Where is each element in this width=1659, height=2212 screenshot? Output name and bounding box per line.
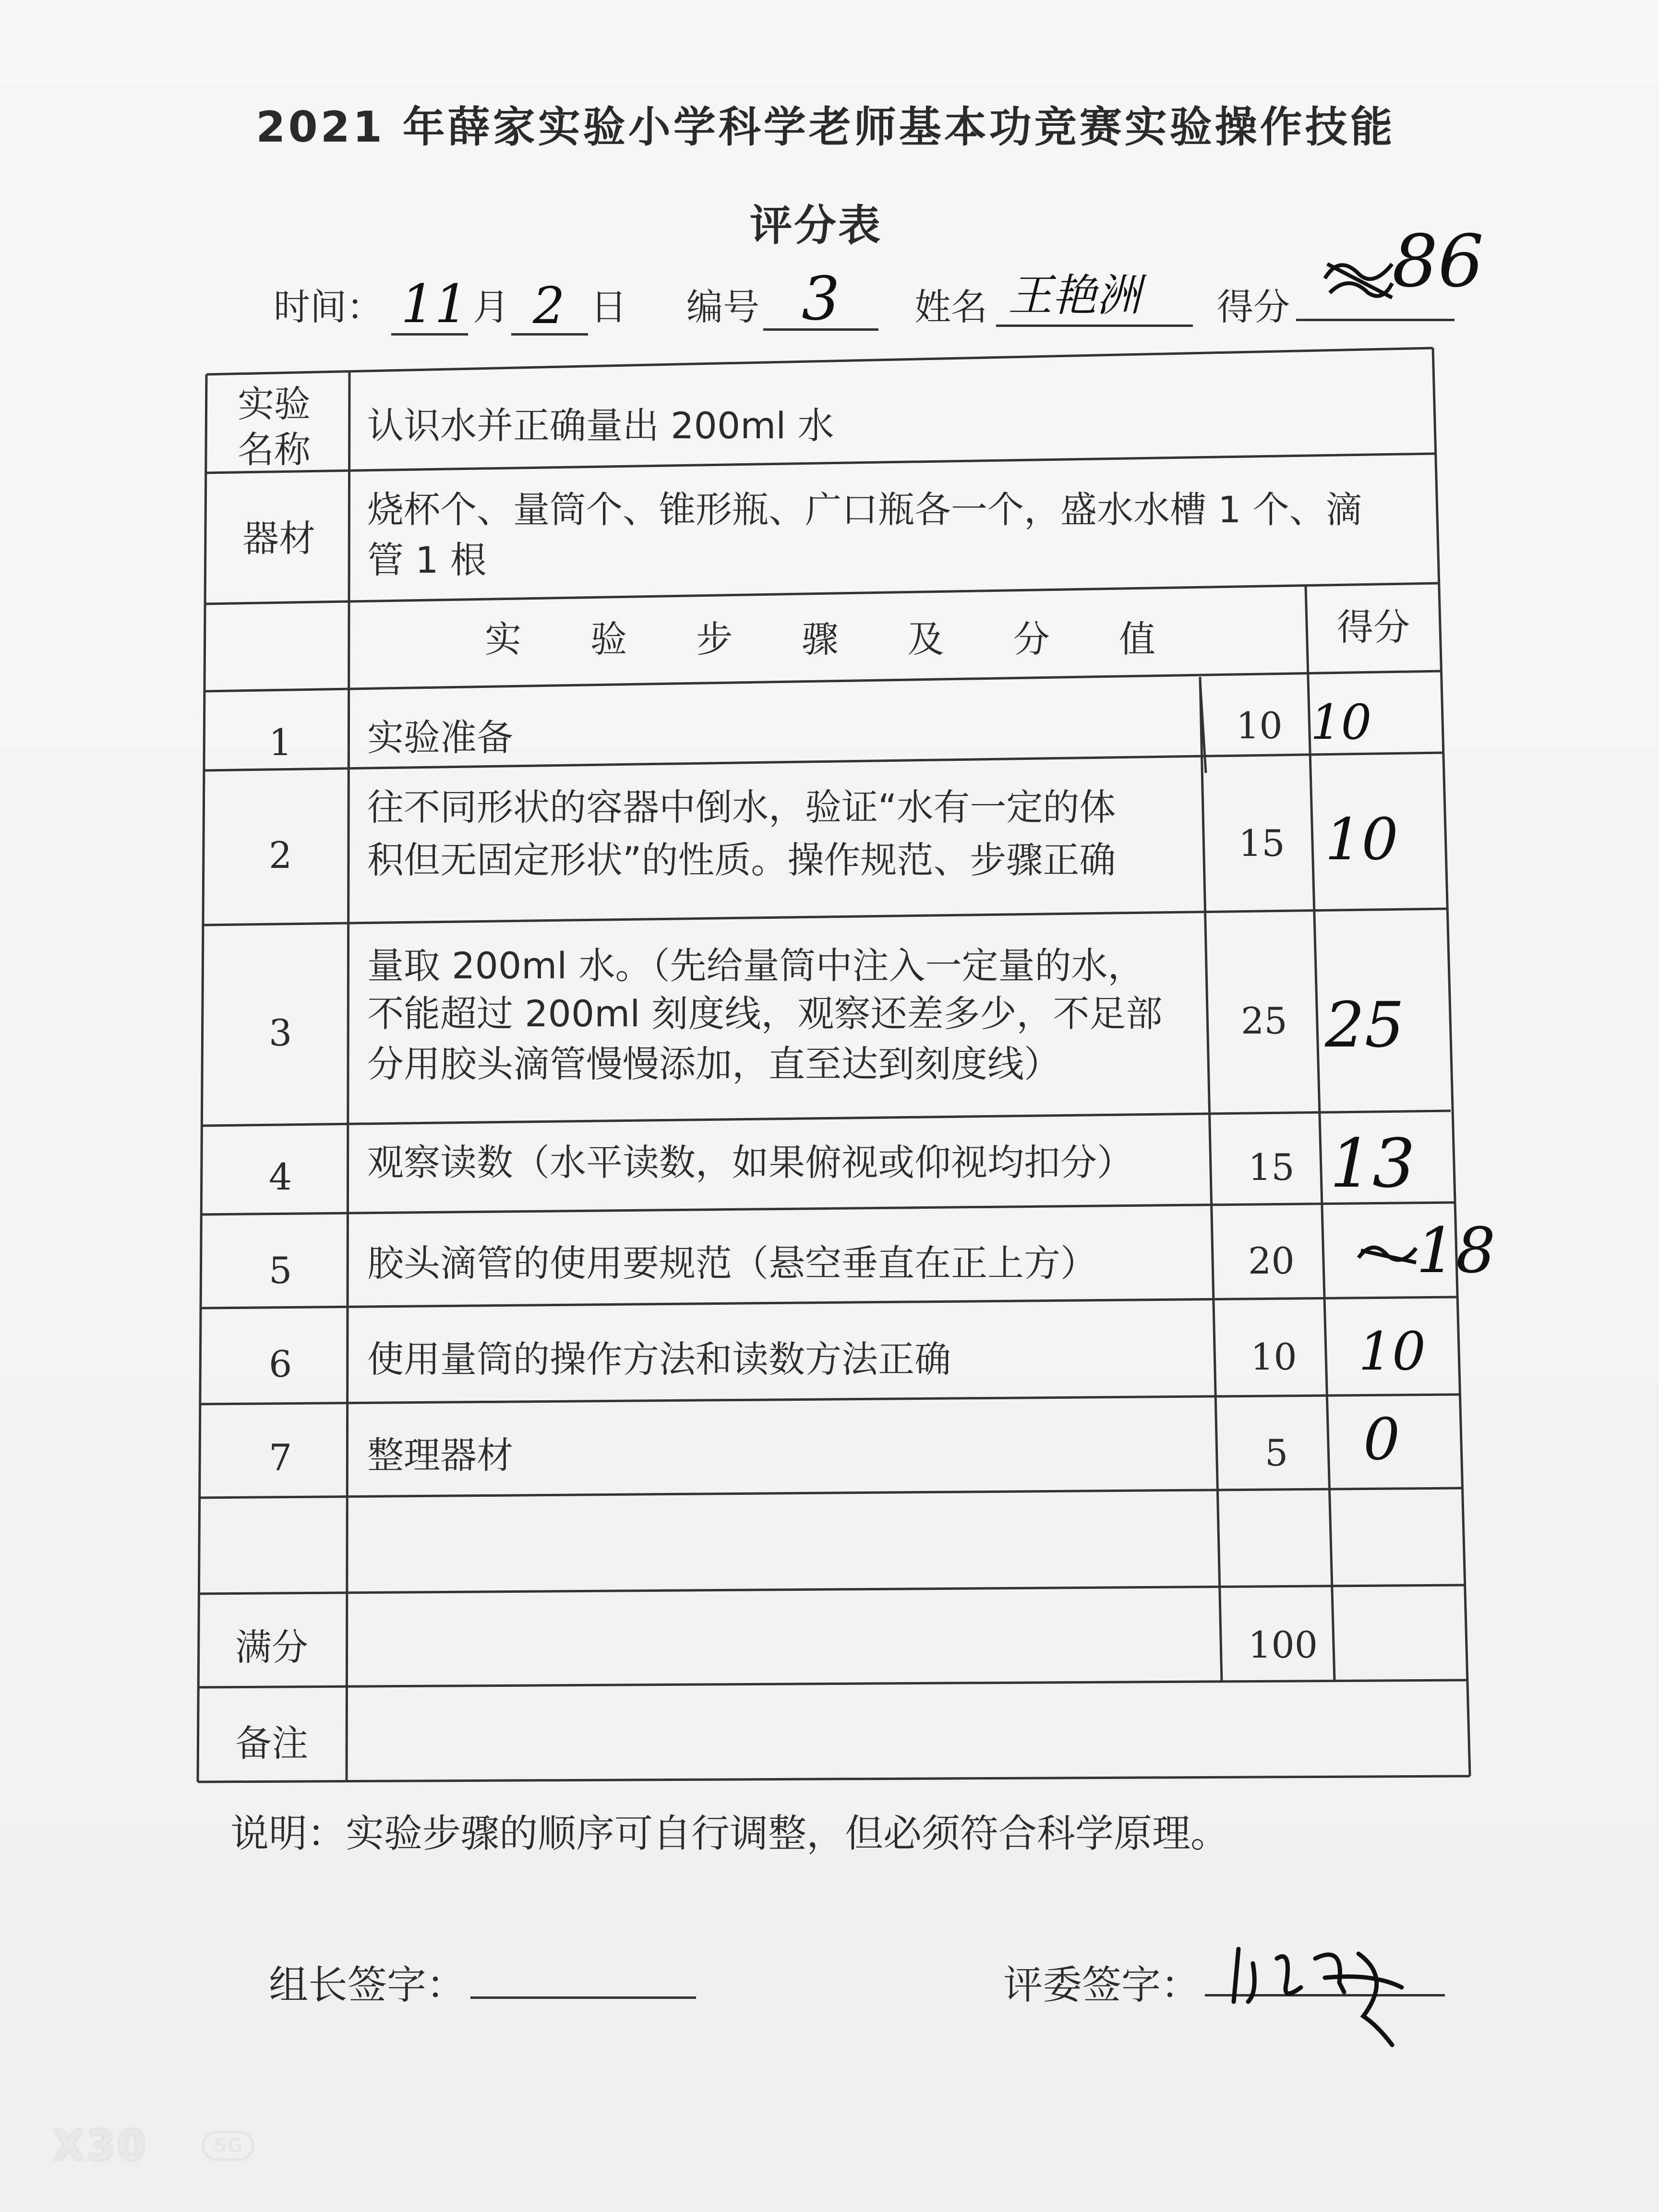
experiment-name-value: 认识水并正确量出 200ml 水 bbox=[367, 404, 834, 447]
step-3-score: 25 bbox=[1325, 988, 1405, 1061]
step-2-score: 10 bbox=[1325, 806, 1398, 873]
step-5-points: 20 bbox=[1248, 1239, 1295, 1282]
step-2-text-line1: 往不同形状的容器中倒水，验证“水有一定的体 bbox=[367, 786, 1116, 829]
step-2-points: 15 bbox=[1238, 822, 1285, 865]
score-header: 得分 bbox=[1337, 606, 1410, 649]
leader-signature-label: 组长签字： bbox=[269, 1962, 466, 2008]
steps-header: 实 验 步 骤 及 分 值 bbox=[485, 618, 1184, 661]
camera-brand-watermark: X30 bbox=[53, 2122, 148, 2170]
camera-5g-badge: 5G bbox=[202, 2130, 254, 2161]
score-blank bbox=[1296, 317, 1455, 321]
step-3-text-line3: 分用胶头滴管慢慢添加，直至达到刻度线） bbox=[367, 1043, 1060, 1085]
step-5-number: 5 bbox=[269, 1249, 292, 1292]
step-7-number: 7 bbox=[269, 1436, 292, 1479]
materials-label: 器材 bbox=[242, 517, 315, 560]
id-label: 编号 bbox=[686, 286, 759, 328]
step-3-points: 25 bbox=[1241, 999, 1287, 1042]
step-3-number: 3 bbox=[269, 1011, 292, 1054]
step-7-score: 0 bbox=[1363, 1407, 1400, 1473]
leader-signature-line bbox=[470, 1995, 696, 1999]
step-5-score: 18 bbox=[1416, 1214, 1496, 1287]
step-1-points: 10 bbox=[1236, 704, 1283, 747]
step-4-score: 13 bbox=[1330, 1125, 1416, 1203]
score-label: 得分 bbox=[1217, 286, 1290, 328]
document-title: 2021 年薛家实验小学科学老师基本功竞赛实验操作技能 bbox=[256, 102, 1395, 152]
step-3-text-line2: 不能超过 200ml 刻度线，观察还差多少，不足部 bbox=[367, 992, 1163, 1035]
step-2-text-line2: 积但无固定形状”的性质。操作规范、步骤正确 bbox=[367, 839, 1116, 881]
step-4-points: 15 bbox=[1248, 1146, 1295, 1189]
step-5-crossed-out-scribble bbox=[1354, 1229, 1421, 1272]
day-handwritten: 2 bbox=[533, 276, 565, 335]
materials-line1: 烧杯个、量筒个、锥形瓶、广口瓶各一个，盛水水槽 1 个、滴 bbox=[367, 488, 1362, 531]
step-3-text-line1: 量取 200ml 水。（先给量筒中注入一定量的水， bbox=[367, 944, 1144, 987]
name-label: 姓名 bbox=[914, 286, 987, 328]
name-handwritten: 王艳洲 bbox=[1008, 270, 1141, 321]
step-1-text: 实验准备 bbox=[367, 716, 513, 759]
step-6-score: 10 bbox=[1358, 1321, 1426, 1382]
step-7-text: 整理器材 bbox=[367, 1434, 513, 1477]
total-score-handwritten: 86 bbox=[1392, 220, 1484, 303]
step-1-number: 1 bbox=[269, 721, 292, 764]
step-6-points: 10 bbox=[1250, 1335, 1297, 1378]
full-score-value: 100 bbox=[1248, 1623, 1318, 1666]
name-blank bbox=[996, 323, 1193, 327]
step-6-number: 6 bbox=[269, 1343, 292, 1385]
step-4-text: 观察读数（水平读数，如果俯视或仰视均扣分） bbox=[367, 1141, 1133, 1184]
time-label: 时间： bbox=[274, 286, 383, 328]
document-subtitle: 评分表 bbox=[749, 201, 882, 250]
judge-handwritten-signature bbox=[1219, 1930, 1431, 2055]
step-4-number: 4 bbox=[269, 1155, 292, 1198]
full-score-label: 满分 bbox=[235, 1626, 308, 1669]
month-handwritten: 11 bbox=[401, 273, 468, 335]
step-7-points: 5 bbox=[1265, 1431, 1288, 1474]
step-5-text: 胶头滴管的使用要规范（悬空垂直在正上方） bbox=[367, 1242, 1097, 1285]
crossed-out-score-scribble bbox=[1320, 245, 1397, 307]
instructions-note: 说明：实验步骤的顺序可自行调整，但必须符合科学原理。 bbox=[230, 1811, 1229, 1856]
step-2-number: 2 bbox=[269, 834, 292, 877]
month-label: 月 bbox=[473, 286, 509, 328]
judge-signature-label: 评委签字： bbox=[1003, 1962, 1201, 2008]
remarks-label: 备注 bbox=[235, 1722, 308, 1765]
id-handwritten: 3 bbox=[802, 264, 840, 334]
materials-line2: 管 1 根 bbox=[367, 539, 487, 581]
day-label: 日 bbox=[590, 286, 627, 328]
experiment-name-label-line1: 实验 bbox=[238, 383, 311, 425]
experiment-name-label-line2: 名称 bbox=[238, 428, 311, 471]
step-1-score: 10 bbox=[1310, 694, 1372, 750]
step-6-text: 使用量筒的操作方法和读数方法正确 bbox=[367, 1338, 951, 1381]
